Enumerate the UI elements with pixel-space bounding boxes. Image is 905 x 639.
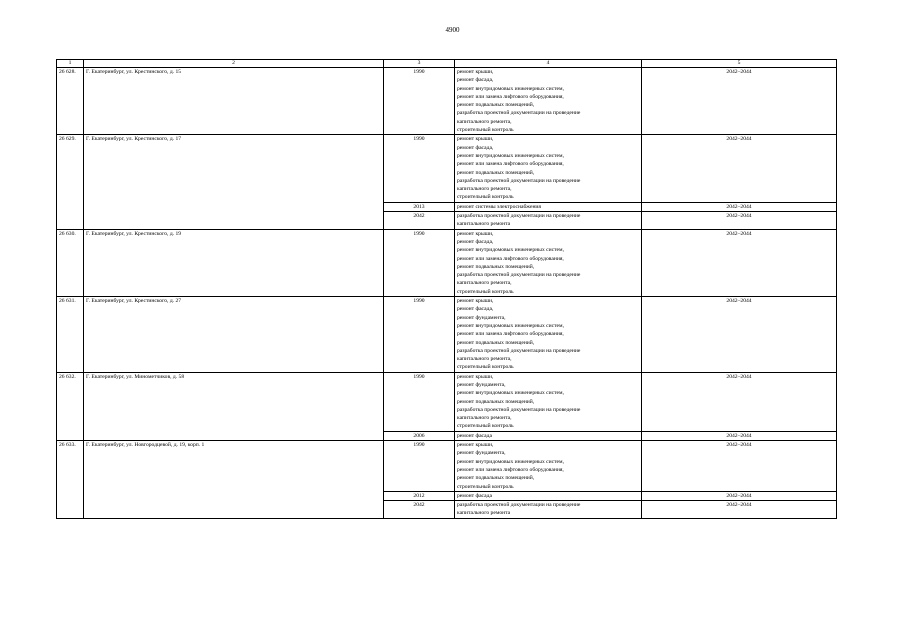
period-cell: 2042–2044 xyxy=(642,202,837,211)
year-cell: 2006 xyxy=(384,431,455,440)
period-cell: 2042–2044 xyxy=(642,68,837,135)
works-cell: разработка проектной документации на проведение капитального ремонта xyxy=(455,501,642,519)
year-cell: 2042 xyxy=(384,501,455,519)
table-row xyxy=(57,372,837,431)
row-number: 26 629. xyxy=(57,135,84,229)
address-cell: Г. Екатеринбург, ул. Минометчиков, д. 58 xyxy=(84,372,384,440)
period-cell: 2042–2044 xyxy=(642,501,837,519)
table-row xyxy=(57,297,837,373)
year-cell: 1990 xyxy=(384,68,455,135)
year-cell: 2042 xyxy=(384,212,455,230)
table-row xyxy=(57,135,837,202)
period-cell: 2042–2044 xyxy=(642,441,837,492)
column-header: 1 xyxy=(57,60,84,68)
period-cell: 2042–2044 xyxy=(642,297,837,373)
row-number: 26 633. xyxy=(57,441,84,519)
address-cell: Г. Екатеринбург, ул. Крестинского, д. 19 xyxy=(84,229,384,296)
row-number: 26 631. xyxy=(57,297,84,373)
table-row xyxy=(57,229,837,296)
address-cell: Г. Екатеринбург, ул. Крестинского, д. 17 xyxy=(84,135,384,229)
works-cell: ремонт крыши, ремонт фундамента, ремонт внутридомовых инженерных систем, ремонт подвальных помещений, разработка проектной документации на проведение капитального ремонта, строительный контроль xyxy=(455,372,642,431)
column-header: 2 xyxy=(84,60,384,68)
year-cell: 1990 xyxy=(384,229,455,296)
year-cell: 1990 xyxy=(384,135,455,202)
works-cell: ремонт крыши, ремонт фасада, ремонт внутридомовых инженерных систем, ремонт или замена лифтового оборудования, ремонт подвальных помещений, разработка проектной документации на проведение капитального ремонта, строительный контроль xyxy=(455,68,642,135)
works-cell: ремонт системы электроснабжения xyxy=(455,202,642,211)
year-cell: 2012 xyxy=(384,491,455,500)
period-cell: 2042–2044 xyxy=(642,212,837,230)
period-cell: 2042–2044 xyxy=(642,491,837,500)
period-cell: 2042–2044 xyxy=(642,135,837,202)
works-cell: ремонт крыши, ремонт фасада, ремонт внутридомовых инженерных систем, ремонт или замена лифтового оборудования, ремонт подвальных помещений, разработка проектной документации на проведение капитального ремонта, строительный контроль xyxy=(455,229,642,296)
row-number: 26 628. xyxy=(57,68,84,135)
column-header: 5 xyxy=(642,60,837,68)
works-cell: ремонт фасада xyxy=(455,491,642,500)
year-cell: 1990 xyxy=(384,441,455,492)
works-cell: ремонт крыши, ремонт фундамента, ремонт внутридомовых инженерных систем, ремонт или замена лифтового оборудования, ремонт подвальных помещений, строительный контроль xyxy=(455,441,642,492)
works-cell: ремонт крыши, ремонт фасада, ремонт внутридомовых инженерных систем, ремонт или замена лифтового оборудования, ремонт подвальных помещений, разработка проектной документации на проведение капитального ремонта, строительный контроль xyxy=(455,135,642,202)
works-cell: ремонт фасада xyxy=(455,431,642,440)
address-cell: Г. Екатеринбург, ул. Крестинского, д. 27 xyxy=(84,297,384,373)
page-number: 4900 xyxy=(445,26,460,34)
row-number: 26 632. xyxy=(57,372,84,440)
works-cell: разработка проектной документации на проведение капитального ремонта xyxy=(455,212,642,230)
header-row xyxy=(57,60,837,68)
works-cell: ремонт крыши, ремонт фасада, ремонт фундамента, ремонт внутридомовых инженерных систем, ремонт или замена лифтового оборудования, ремонт подвальных помещений, разработка проектной документации на проведение капитального ремонта, строительный контроль xyxy=(455,297,642,373)
year-cell: 1990 xyxy=(384,372,455,431)
address-cell: Г. Екатеринбург, ул. Новгородцевой, д. 19, корп. 1 xyxy=(84,441,384,519)
period-cell: 2042–2044 xyxy=(642,229,837,296)
table-row xyxy=(57,441,837,492)
period-cell: 2042–2044 xyxy=(642,372,837,431)
period-cell: 2042–2044 xyxy=(642,431,837,440)
capital-repair-table xyxy=(56,59,837,519)
year-cell: 1990 xyxy=(384,297,455,373)
address-cell: Г. Екатеринбург, ул. Крестинского, д. 15 xyxy=(84,68,384,135)
row-number: 26 630. xyxy=(57,229,84,296)
year-cell: 2013 xyxy=(384,202,455,211)
column-header: 4 xyxy=(455,60,642,68)
column-header: 3 xyxy=(384,60,455,68)
table-row xyxy=(57,68,837,135)
